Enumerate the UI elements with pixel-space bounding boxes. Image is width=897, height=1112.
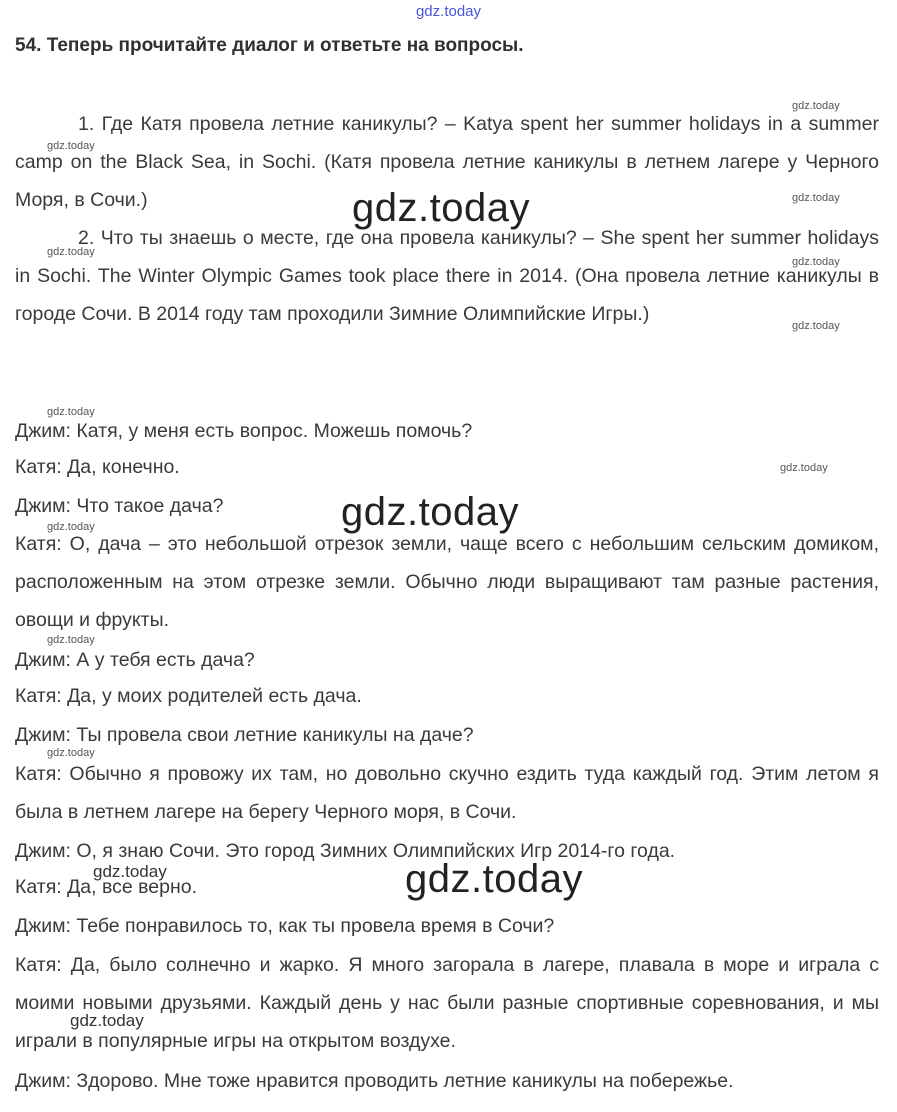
dialog-line-9: Джим: О, я знаю Сочи. Это город Зимних Олимпийских Игр 2014-го года.	[15, 840, 676, 862]
dialog-line-3: Джим: Что такое дача?	[15, 495, 224, 517]
dialog-line-7: Джим: Ты провела свои летние каникулы на даче?	[15, 724, 474, 746]
dialog-line-12: Катя: Да, было солнечно и жарко. Я много загорала в лагере, плавала в море и играла с моими новыми друзьями. Каждый день у нас были разные спортивные соревнования, и мы играли в популярные игры на открытом воздухе.	[15, 954, 879, 1052]
watermark-small-4: gdz.today	[47, 246, 95, 258]
watermark-small-10: gdz.today	[47, 634, 95, 646]
watermark-small-6: gdz.today	[792, 320, 840, 332]
watermark-small-11: gdz.today	[47, 747, 95, 759]
dialog-line-10: Катя: Да, все верно.	[15, 876, 198, 898]
watermark-small-8: gdz.today	[780, 462, 828, 474]
watermark-big-3: gdz.today	[405, 857, 583, 901]
answer-2: 2. Что ты знаешь о месте, где она провела каникулы? – She spent her summer holidays in Sochi. The Winter Olympic Games took place there in 2014. (Она провела летние каникулы в городе Сочи. В 2014 году там проходили Зимние Олимпийские Игры.)	[15, 227, 879, 325]
task-title: 54. Теперь прочитайте диалог и ответьте на вопросы.	[15, 35, 524, 56]
watermark-mid-2: gdz.today	[70, 1011, 144, 1030]
dialog-line-2: Катя: Да, конечно.	[15, 456, 180, 478]
watermark-big-2: gdz.today	[341, 490, 519, 534]
dialog-line-1: Джим: Катя, у меня есть вопрос. Можешь помочь?	[15, 420, 473, 442]
watermark-small-9: gdz.today	[47, 521, 95, 533]
watermark-small-5: gdz.today	[792, 256, 840, 268]
watermark-small-3: gdz.today	[792, 192, 840, 204]
answer-1: 1. Где Катя провела летние каникулы? – Katya spent her summer holidays in a summer camp on the Black Sea, in Sochi. (Катя провела летние каникулы в летнем лагере у Черного Моря, в Сочи.)	[15, 113, 879, 211]
watermark-small-2: gdz.today	[47, 140, 95, 152]
watermark-small-7: gdz.today	[47, 406, 95, 418]
watermark-mid-1: gdz.today	[93, 862, 167, 881]
dialog-line-8: Катя: Обычно я провожу их там, но довольно скучно ездить туда каждый год. Этим летом я была в летнем лагере на берегу Черного моря, в Сочи.	[15, 763, 879, 823]
watermark-small-1: gdz.today	[792, 100, 840, 112]
watermark-big-1: gdz.today	[352, 186, 530, 230]
dialog-line-6: Катя: Да, у моих родителей есть дача.	[15, 685, 362, 707]
dialog-line-13: Джим: Здорово. Мне тоже нравится проводить летние каникулы на побережье.	[15, 1070, 734, 1092]
dialog-line-11: Джим: Тебе понравилось то, как ты провела время в Сочи?	[15, 915, 555, 937]
dialog-line-5: Джим: А у тебя есть дача?	[15, 649, 255, 671]
header-watermark: gdz.today	[415, 3, 482, 20]
dialog-line-4: Катя: О, дача – это небольшой отрезок земли, чаще всего с небольшим сельским домиком, расположенным на этом отрезке земли. Обычно люди выращивают там разные растения, овощи и фрукты.	[15, 533, 879, 631]
